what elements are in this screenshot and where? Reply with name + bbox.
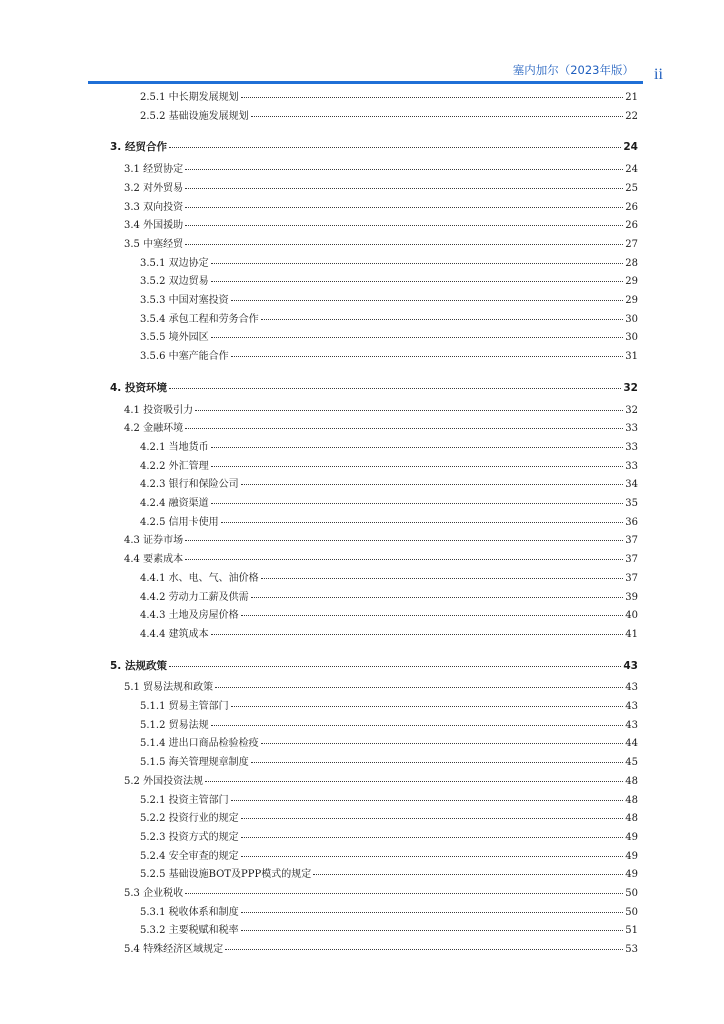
toc-entry-page: 27 (625, 238, 638, 250)
toc-entry-page: 29 (625, 295, 638, 306)
toc-entry-page: 43 (625, 719, 638, 731)
toc-entry-label: 5.1.5 海关管理规章制度 (140, 757, 249, 769)
toc-leader-dots (185, 244, 623, 245)
toc-leader-dots (185, 428, 623, 429)
toc-leader-dots (221, 522, 624, 523)
toc-leader-dots (185, 893, 623, 894)
toc-entry-page: 43 (623, 659, 638, 672)
toc-leader-dots (211, 725, 624, 726)
toc-entry-label: 5.2.4 安全审查的规定 (140, 850, 239, 862)
toc-leader-dots (313, 874, 623, 875)
toc-entry-label: 5.1 贸易法规和政策 (124, 682, 214, 694)
toc-entry[interactable] (110, 272, 638, 287)
toc-leader-dots (185, 540, 623, 541)
toc-leader-dots (231, 300, 624, 301)
toc-entry[interactable] (110, 716, 638, 731)
toc-entry-label: 5.3.1 税收体系和制度 (140, 906, 239, 918)
toc-entry[interactable] (110, 419, 638, 434)
toc-entry[interactable] (110, 791, 638, 806)
toc-leader-dots (251, 762, 624, 763)
toc-leader-dots (211, 337, 624, 338)
toc-entry[interactable] (110, 494, 638, 509)
toc-entry[interactable] (110, 921, 638, 936)
toc-leader-dots (211, 447, 624, 448)
toc-entry-label: 4.1 投资吸引力 (124, 404, 194, 416)
toc-entry-label: 5.2.2 投资行业的规定 (140, 813, 239, 825)
toc-leader-dots (195, 410, 623, 411)
toc-leader-dots (261, 319, 624, 320)
toc-entry-label: 3.5.2 双边贸易 (140, 276, 209, 288)
toc-entry-page: 33 (625, 441, 638, 453)
toc-entry-label: 4.2.1 当地货币 (140, 441, 209, 453)
toc-leader-dots (185, 559, 623, 560)
toc-leader-dots (261, 578, 624, 579)
toc-entry-label: 3.2 对外贸易 (124, 182, 184, 194)
toc-entry-page: 48 (625, 794, 638, 806)
toc-entry-page: 33 (625, 423, 638, 435)
header-rule (88, 81, 643, 84)
toc-entry-label: 3.5 中塞经贸 (124, 238, 184, 250)
toc-leader-dots (241, 912, 624, 913)
toc-entry-page: 37 (625, 535, 638, 547)
toc-entry-page: 50 (625, 888, 638, 899)
toc-entry-page: 37 (625, 554, 638, 566)
toc-entry-page: 33 (625, 460, 638, 472)
toc-entry-page: 32 (623, 381, 638, 394)
toc-entry-label: 4. 投资环境 (110, 381, 167, 394)
toc-entry-page: 30 (625, 332, 638, 344)
toc-leader-dots (251, 116, 624, 117)
toc-entry[interactable] (110, 847, 638, 862)
toc-entry-label: 4.4.3 土地及房屋价格 (140, 610, 239, 622)
toc-entry-label: 3.5.1 双边协定 (140, 257, 209, 269)
toc-entry-page: 49 (625, 869, 638, 881)
toc-entry[interactable] (110, 179, 638, 194)
toc-entry-page: 26 (625, 201, 638, 213)
toc-entry-label: 4.2 金融环境 (124, 423, 184, 435)
toc-entry[interactable] (110, 291, 638, 306)
toc-entry[interactable] (110, 772, 638, 787)
header-title: 塞内加尔（2023年版） (512, 63, 634, 77)
toc-leader-dots (211, 281, 624, 282)
toc-entry-label: 4.2.5 信用卡使用 (140, 516, 219, 528)
toc-entry[interactable] (110, 550, 638, 565)
toc-entry-page: 48 (625, 775, 638, 787)
toc-entry-page: 25 (625, 182, 638, 194)
toc-entry-page: 36 (625, 516, 638, 528)
toc-entry-label: 4.4.1 水、电、气、油价格 (140, 572, 259, 584)
toc-entry-label: 5.2.3 投资方式的规定 (140, 831, 239, 843)
toc-leader-dots (211, 263, 624, 264)
toc-leader-dots (241, 615, 624, 616)
toc-entry[interactable] (110, 310, 638, 325)
toc-entry-label: 3.5.4 承包工程和劳务合作 (140, 313, 259, 325)
toc-entry[interactable] (110, 828, 638, 843)
toc-entry-label: 5.2.5 基础设施BOT及PPP模式的规定 (140, 869, 312, 881)
toc-leader-dots (205, 781, 623, 782)
toc-entry-label: 5.3 企业税收 (124, 888, 184, 899)
toc-entry-label: 3.5.3 中国对塞投资 (140, 295, 229, 306)
toc-entry-page: 43 (625, 682, 638, 694)
toc-leader-dots (261, 743, 624, 744)
toc-entry-label: 5.2 外国投资法规 (124, 775, 204, 787)
toc-entry[interactable] (110, 678, 638, 693)
toc-leader-dots (211, 466, 624, 467)
toc-entry-page: 41 (625, 628, 638, 640)
toc-entry-page: 26 (625, 220, 638, 232)
toc-entry-label: 5.2.1 投资主管部门 (140, 794, 229, 806)
toc-entry[interactable] (110, 569, 638, 584)
toc-entry-label: 3.5.5 境外园区 (140, 332, 209, 344)
toc-entry-label: 3.5.6 中塞产能合作 (140, 351, 229, 363)
toc-entry-page: 24 (625, 164, 638, 176)
toc-leader-dots (169, 666, 621, 667)
toc-entry[interactable] (110, 401, 638, 416)
toc-entry-label: 2.5.2 基础设施发展规划 (140, 110, 249, 122)
toc-entry-page: 31 (625, 351, 638, 363)
toc-entry[interactable] (110, 198, 638, 213)
toc-entry-page: 39 (625, 591, 638, 603)
toc-entry-page: 43 (625, 701, 638, 712)
toc-entry-page: 32 (625, 404, 638, 416)
toc-leader-dots (185, 207, 623, 208)
toc-entry[interactable] (110, 438, 638, 453)
toc-entry[interactable] (110, 940, 638, 955)
toc-leader-dots (215, 687, 623, 688)
toc-entry-label: 4.2.3 银行和保险公司 (140, 479, 239, 491)
toc-leader-dots (185, 188, 623, 189)
toc-entry-page: 35 (625, 498, 638, 509)
toc-entry-page: 51 (625, 925, 638, 937)
toc-entry-label: 4.4 要素成本 (124, 554, 184, 566)
toc-entry-page: 49 (625, 831, 638, 843)
toc-entry-page: 34 (625, 479, 638, 491)
toc-entry[interactable] (110, 380, 638, 395)
toc-entry-label: 4.3 证券市场 (124, 535, 184, 547)
toc-entry[interactable] (110, 139, 638, 154)
toc-leader-dots (211, 503, 624, 504)
toc-leader-dots (241, 930, 624, 931)
toc-leader-dots (241, 856, 624, 857)
toc-leader-dots (169, 147, 621, 148)
toc-entry[interactable] (110, 884, 638, 899)
toc-entry-page: 40 (625, 610, 638, 622)
toc-leader-dots (225, 949, 623, 950)
toc-entry[interactable] (110, 513, 638, 528)
toc-entry-label: 5.3.2 主要税赋和税率 (140, 925, 239, 937)
toc-entry-page: 49 (625, 850, 638, 862)
toc-leader-dots (185, 169, 623, 170)
toc-entry-label: 5.1.2 贸易法规 (140, 719, 209, 731)
toc-leader-dots (185, 225, 623, 226)
toc-entry-label: 2.5.1 中长期发展规划 (140, 92, 239, 103)
toc-entry-label: 3.4 外国援助 (124, 220, 184, 232)
toc-entry-page: 53 (625, 944, 638, 956)
toc-entry[interactable] (110, 254, 638, 269)
toc-entry-page: 45 (625, 757, 638, 769)
toc-entry[interactable] (110, 328, 638, 343)
toc-leader-dots (231, 356, 624, 357)
toc-leader-dots (231, 800, 624, 801)
toc-leader-dots (169, 388, 621, 389)
toc-entry-page: 29 (625, 276, 638, 288)
toc-entry[interactable] (110, 658, 638, 673)
toc-entry-page: 21 (625, 92, 638, 103)
toc-entry[interactable] (110, 235, 638, 250)
toc-leader-dots (241, 818, 624, 819)
toc-entry-page: 48 (625, 813, 638, 825)
toc-entry[interactable] (110, 347, 638, 362)
toc-leader-dots (251, 597, 624, 598)
toc-entry[interactable] (110, 88, 638, 103)
toc-entry[interactable] (110, 734, 638, 749)
toc-entry-page: 30 (625, 313, 638, 325)
toc-entry-label: 4.2.4 融资渠道 (140, 498, 209, 509)
toc-entry-label: 5.1.1 贸易主管部门 (140, 701, 229, 712)
toc-entry-page: 22 (625, 110, 638, 122)
toc-entry[interactable] (110, 160, 638, 175)
toc-leader-dots (241, 97, 624, 98)
toc-entry-page: 44 (625, 738, 638, 750)
toc-entry[interactable] (110, 216, 638, 231)
toc-leader-dots (211, 634, 624, 635)
toc-entry-label: 3. 经贸合作 (110, 141, 167, 154)
toc-leader-dots (241, 484, 624, 485)
toc-entry-label: 5. 法规政策 (110, 659, 167, 672)
toc-entry[interactable] (110, 588, 638, 603)
toc-entry[interactable] (110, 531, 638, 546)
toc-entry[interactable] (110, 107, 638, 122)
toc-entry-label: 5.4 特殊经济区域规定 (124, 944, 224, 956)
toc-entry[interactable] (110, 606, 638, 621)
toc-entry[interactable] (110, 903, 638, 918)
toc-entry[interactable] (110, 475, 638, 490)
toc-entry-page: 28 (625, 257, 638, 269)
toc-entry[interactable] (110, 697, 638, 712)
toc-entry[interactable] (110, 753, 638, 768)
toc-entry[interactable] (110, 809, 638, 824)
toc-entry-label: 4.4.2 劳动力工薪及供需 (140, 591, 249, 603)
page-number: ii (654, 66, 663, 83)
toc-entry[interactable] (110, 457, 638, 472)
toc-entry-label: 4.4.4 建筑成本 (140, 628, 209, 640)
toc-entry-page: 50 (625, 906, 638, 918)
toc-entry-label: 5.1.4 进出口商品检验检疫 (140, 738, 259, 750)
toc-entry-page: 37 (625, 572, 638, 584)
toc-leader-dots (241, 837, 624, 838)
toc-entry[interactable] (110, 865, 638, 880)
toc-leader-dots (231, 706, 624, 707)
toc-entry[interactable] (110, 625, 638, 640)
toc-entry-page: 24 (623, 141, 638, 154)
toc-entry-label: 4.2.2 外汇管理 (140, 460, 209, 472)
toc-entry-label: 3.1 经贸协定 (124, 164, 184, 176)
toc-entry-label: 3.3 双向投资 (124, 201, 184, 213)
